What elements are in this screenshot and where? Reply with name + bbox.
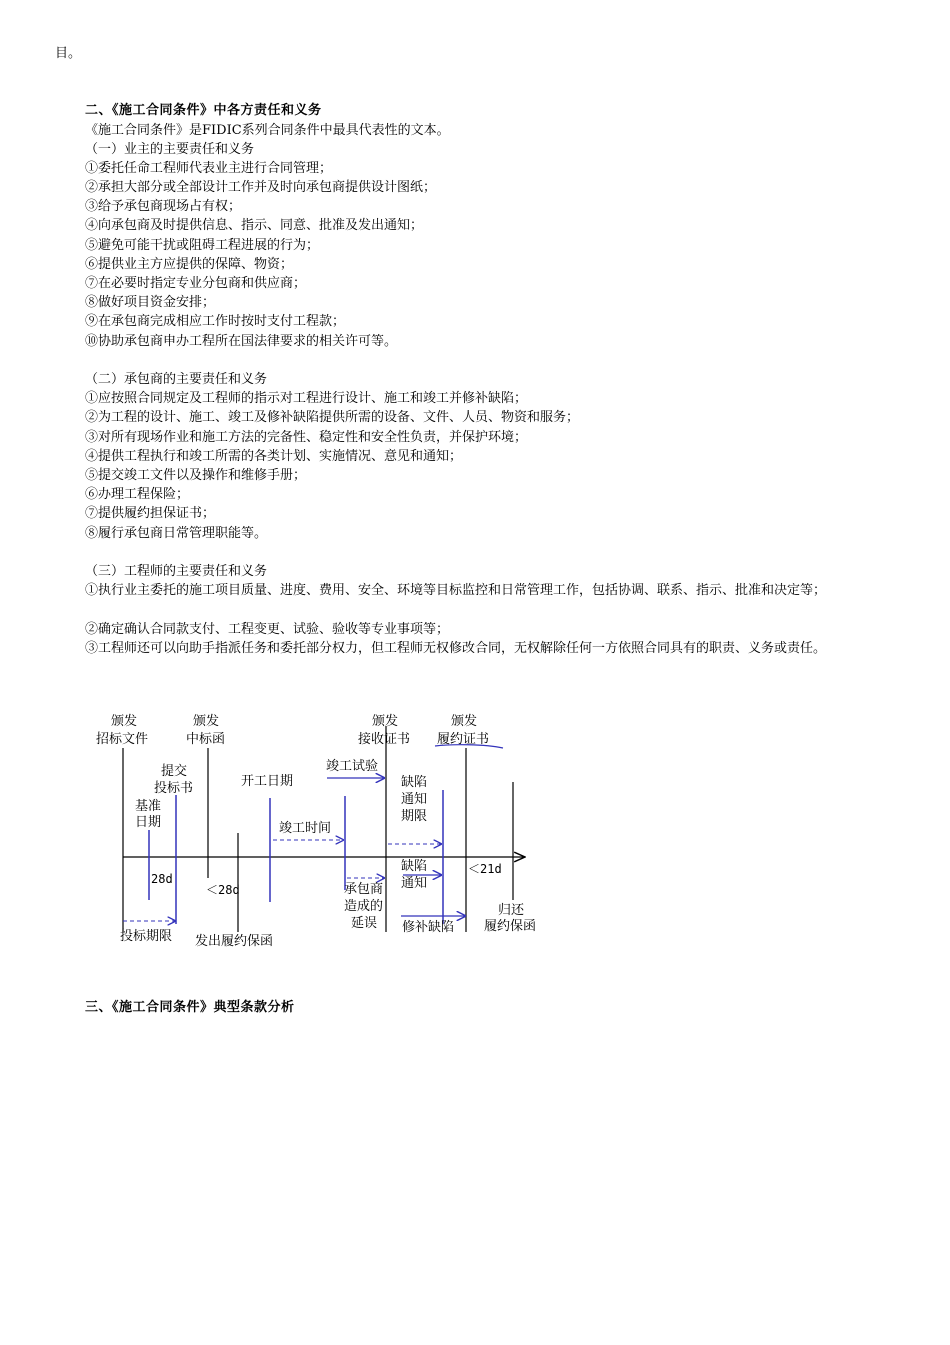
label-lt28d: ＜28d (206, 883, 240, 897)
label-issue-award-1: 颁发 (193, 714, 220, 729)
label-return-2: 履约保函 (484, 919, 537, 934)
owner-item: ⑤避免可能干扰或阻碍工程进展的行为； (85, 238, 320, 253)
label-completion-time: 竣工时间 (279, 821, 332, 836)
label-delay-3: 延误 (351, 916, 378, 931)
contractor-item: ⑤提交竣工文件以及操作和维修手册； (85, 468, 307, 483)
label-defect-notice-2: 通知 (401, 876, 428, 891)
label-return-1: 归还 (498, 903, 525, 918)
contractor-item: ③对所有现场作业和施工方法的完备性、稳定性和安全性负责，并保护环境； (85, 430, 528, 445)
contractor-title: （二）承包商的主要责任和义务 (85, 372, 268, 387)
section2-intro: 《施工合同条件》是FIDIC系列合同条件中最具代表性的文本。 (85, 123, 450, 138)
label-issue-bond: 发出履约保函 (195, 934, 274, 949)
label-defect-period-1: 缺陷 (401, 775, 428, 790)
label-delay-1: 承包商 (344, 882, 384, 897)
label-tender-period: 投标期限 (120, 929, 173, 944)
owner-item: ①委托任命工程师代表业主进行合同管理； (85, 161, 333, 176)
label-issue-perf-1: 颁发 (451, 714, 478, 729)
label-completion-test: 竣工试验 (326, 759, 379, 774)
owner-item: ②承担大部分或全部设计工作并及时向承包商提供设计图纸； (85, 180, 437, 195)
label-delay-2: 造成的 (344, 899, 384, 914)
label-issue-taking-2: 接收证书 (358, 732, 411, 747)
owner-title: （一）业主的主要责任和义务 (85, 142, 255, 157)
label-lt21d: ＜21d (468, 862, 502, 876)
contractor-item: ⑥办理工程保险； (85, 487, 190, 502)
top-line: 目。 (55, 46, 82, 61)
section3-heading: 三、《施工合同条件》典型条款分析 (85, 1000, 295, 1015)
label-start-date: 开工日期 (241, 774, 294, 789)
contractor-item: ②为工程的设计、施工、竣工及修补缺陷提供所需的设备、文件、人员、物资和服务； (85, 410, 580, 425)
label-defect-notice-1: 缺陷 (401, 859, 428, 874)
engineer-item: ①执行业主委托的施工项目质量、进度、费用、安全、环境等目标监控和日常管理工作，包括协调、联系、指示、批准和决定等； (85, 583, 827, 598)
engineer-item: ③工程师还可以向助手指派任务和委托部分权力，但工程师无权修改合同，无权解除任何一方依照合同具有的职责、义务或责任。 (85, 641, 827, 656)
label-issue-tender-2: 招标文件 (96, 732, 149, 747)
owner-item: ⑦在必要时指定专业分包商和供应商； (85, 276, 307, 291)
contractor-item: ①应按照合同规定及工程师的指示对工程进行设计、施工和竣工并修补缺陷； (85, 391, 528, 406)
label-base-2: 日期 (135, 815, 162, 830)
fidic-timeline-diagram (85, 700, 555, 960)
contractor-item: ⑧履行承包商日常管理职能等。 (85, 526, 268, 541)
label-28d: 28d (151, 872, 173, 886)
section2-heading: 二、《施工合同条件》中各方责任和义务 (85, 103, 322, 118)
owner-item: ⑩协助承包商申办工程所在国法律要求的相关许可等。 (85, 334, 398, 349)
label-issue-award-2: 中标函 (186, 732, 226, 747)
owner-item: ⑨在承包商完成相应工作时按时支付工程款； (85, 314, 346, 329)
engineer-item: ②确定确认合同款支付、工程变更、试验、验收等专业事项等； (85, 622, 450, 637)
owner-item: ③给予承包商现场占有权； (85, 199, 242, 214)
engineer-title: （三）工程师的主要责任和义务 (85, 564, 268, 579)
owner-item: ⑧做好项目资金安排； (85, 295, 216, 310)
contractor-item: ④提供工程执行和竣工所需的各类计划、实施情况、意见和通知； (85, 449, 463, 464)
label-defect-period-3: 期限 (401, 809, 428, 824)
label-issue-taking-1: 颁发 (372, 714, 399, 729)
owner-item: ④向承包商及时提供信息、指示、同意、批准及发出通知； (85, 218, 424, 233)
label-repair-defects: 修补缺陷 (402, 920, 455, 935)
label-issue-tender-1: 颁发 (111, 714, 138, 729)
label-submit-1: 提交 (161, 764, 188, 779)
label-base-1: 基准 (135, 799, 162, 814)
label-issue-perf-2: 履约证书 (437, 732, 490, 747)
label-defect-period-2: 通知 (401, 792, 428, 807)
label-submit-2: 投标书 (154, 781, 194, 796)
owner-item: ⑥提供业主方应提供的保障、物资； (85, 257, 294, 272)
contractor-item: ⑦提供履约担保证书； (85, 506, 216, 521)
